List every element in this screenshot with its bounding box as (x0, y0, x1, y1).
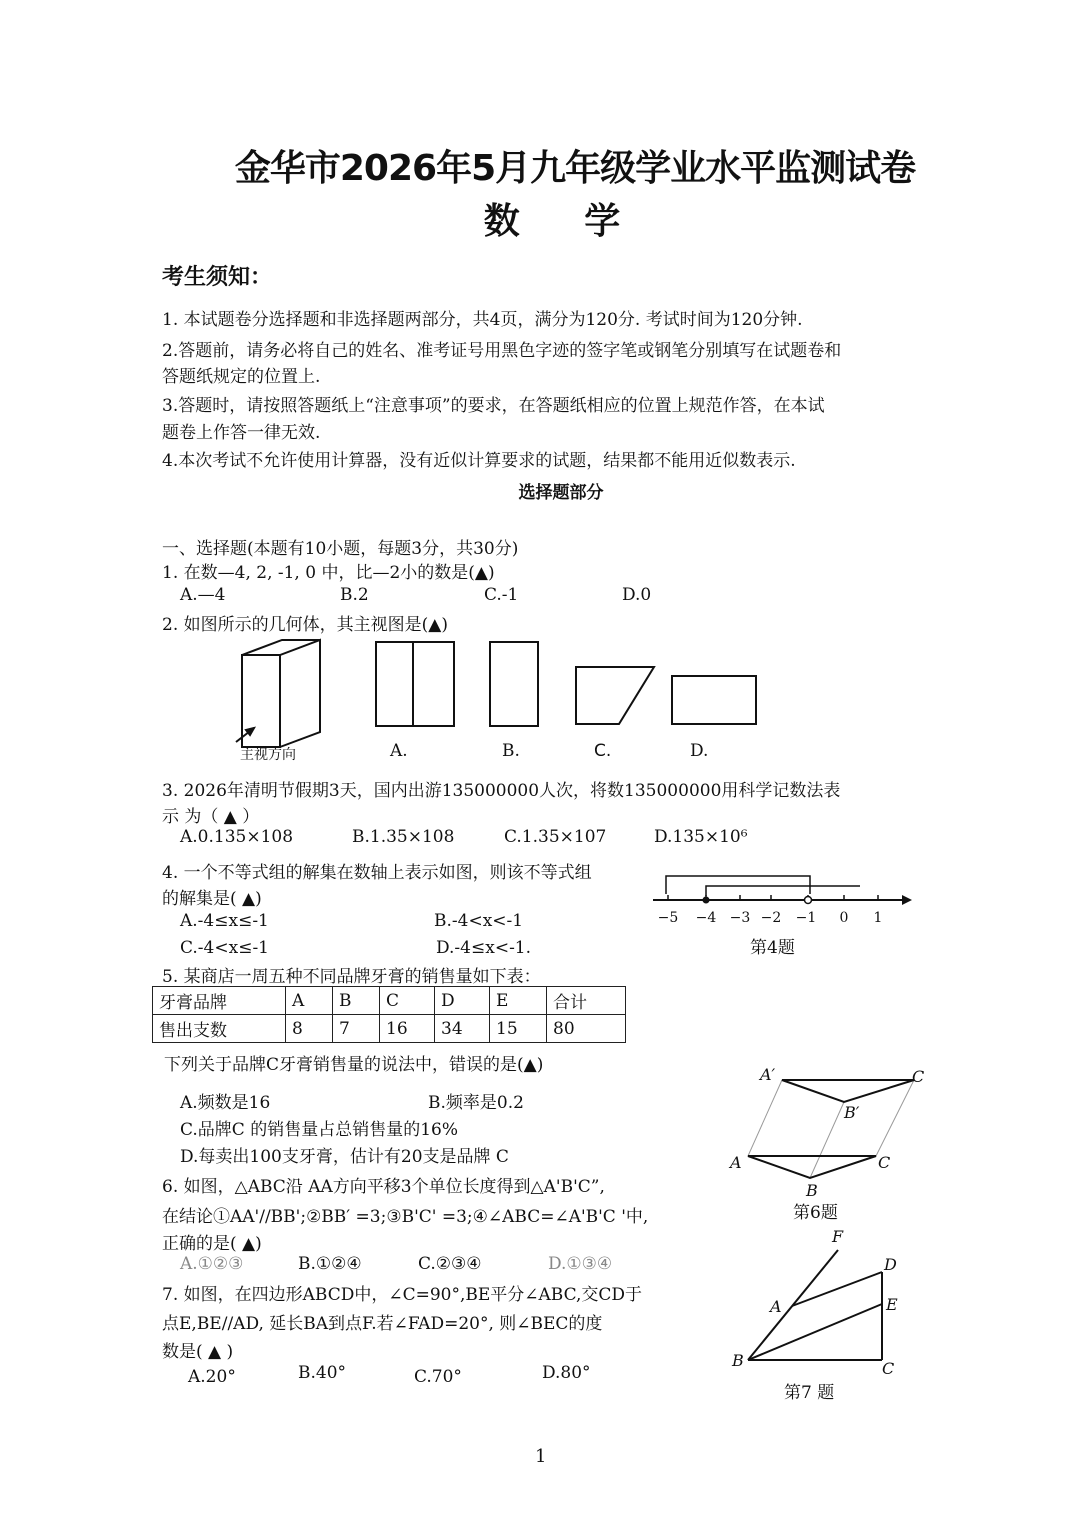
q6-label: B′ (844, 1103, 860, 1122)
page-number: 1 (535, 1446, 547, 1467)
q5-question: 下列关于品牌C牙膏销售量的说法中，错误的是(▲) (164, 1055, 544, 1075)
table-cell: B (333, 987, 380, 1015)
q6-label: B (806, 1181, 818, 1200)
q7-option-c: C.70° (414, 1367, 462, 1387)
notice-line-3a: 3.答题时，请按照答题纸上“注意事项”的要求，在答题纸相应的位置上规范作答，在本试 (162, 396, 825, 416)
q4-caption: 第4题 (750, 938, 795, 958)
q7-line-be (748, 1304, 882, 1360)
q4-tick-label: −1 (795, 910, 817, 926)
q7-stem-a: 7. 如图，在四边形ABCD中，∠C=90°,BE平分∠ABC,交CD于 (162, 1285, 643, 1305)
q6-stem-c: 正确的是( ▲) (162, 1234, 262, 1254)
q4-solid-point (703, 897, 710, 904)
q5-option-a: A.频数是16 (180, 1093, 271, 1113)
q5-option-c: C.品牌C 的销售量占总销售量的16% (180, 1120, 459, 1140)
q7-stem-c: 数是( ▲ ) (162, 1342, 234, 1362)
q2-solid (242, 640, 320, 747)
q7-stem-b: 点E,BE//AD, 延长BA到点F.若∠FAD=20°, 则∠BEC的度 (162, 1314, 603, 1334)
table-cell: 售出支数 (153, 1015, 286, 1043)
q1-option-d: D.0 (622, 585, 652, 605)
notice-line-2b: 答题纸规定的位置上. (162, 367, 321, 387)
notice-heading: 考生须知： (162, 265, 273, 290)
q6-option-a: A.①②③ (180, 1254, 244, 1274)
q5-table (152, 986, 626, 1043)
table-cell: 7 (333, 1015, 380, 1043)
notice-line-3b: 题卷上作答一律无效. (162, 423, 321, 443)
q2-figure (226, 636, 766, 766)
q4-tick-label: −4 (695, 910, 717, 926)
q7-option-a: A.20° (188, 1367, 236, 1387)
q4-open-point (805, 897, 812, 904)
table-cell: A (286, 987, 333, 1015)
q6-stem-b: 在结论①AA'//BB';②BB′ =3;③B'C' =3;④∠ABC=∠A'B'C '中, (162, 1207, 649, 1227)
q4-option-c: C.-4<x≤-1 (180, 938, 270, 958)
section-title: 选择题部分 (518, 483, 604, 503)
q6-caption: 第6题 (793, 1203, 838, 1223)
part1-heading: 一、选择题(本题有10小题，每题3分，共30分) (162, 539, 519, 559)
q7-label: D (884, 1255, 897, 1274)
q7-label: F (832, 1227, 844, 1246)
q4-option-d: D.-4≤x<-1. (436, 938, 532, 958)
q1-option-c: C.-1 (484, 585, 519, 605)
q2-option-d-shape (672, 676, 756, 724)
q7-option-b: B.40° (298, 1363, 347, 1383)
table-cell: 16 (380, 1015, 435, 1043)
q3-option-a: A.0.135×108 (180, 827, 294, 847)
q2-label-a: A. (390, 741, 408, 761)
q6-option-b: B.①②④ (298, 1254, 362, 1274)
q4-option-a: A.-4≤x≤-1 (180, 911, 269, 931)
q4-number-line (648, 866, 918, 928)
subject-title: 数 学 (483, 201, 647, 242)
q7-label: C (882, 1359, 895, 1378)
q2-caption: 主视方向 (240, 747, 296, 763)
q2-label-c: C. (594, 741, 612, 761)
table-row (153, 1015, 626, 1043)
q1-stem: 1. 在数—4, 2, -1, 0 中，比—2小的数是(▲) (162, 563, 495, 583)
table-cell: 34 (435, 1015, 490, 1043)
table-cell: 8 (286, 1015, 333, 1043)
q4-tick-label: 1 (873, 910, 883, 926)
q2-view-arrow (236, 728, 254, 742)
q7-label: E (886, 1295, 898, 1314)
q6-label: A′ (760, 1065, 776, 1084)
q2-option-a-shape (376, 642, 454, 726)
q2-stem: 2. 如图所示的几何体，其主视图是(▲) (162, 615, 448, 635)
q3-stem-a: 3. 2026年清明节假期3天，国内出游135000000人次，将数135000000用科学记数法表 (162, 781, 841, 801)
q2-label-b: B. (502, 741, 520, 761)
q4-tick-label: −2 (760, 910, 782, 926)
q7-caption: 第7 题 (784, 1383, 835, 1403)
table-cell: 80 (547, 1015, 626, 1043)
exam-title: 金华市2026年5月九年级学业水平监测试卷 (234, 148, 916, 189)
q7-label: B (732, 1351, 744, 1370)
q6-label: C (878, 1153, 891, 1172)
table-cell: 合计 (547, 987, 626, 1015)
q6-figure (726, 1060, 936, 1200)
table-cell: 15 (490, 1015, 547, 1043)
q4-option-b: B.-4<x<-1 (434, 911, 524, 931)
table-cell: D (435, 987, 490, 1015)
table-cell: C (380, 987, 435, 1015)
q3-stem-b: 示 为（ ▲ ） (162, 807, 260, 827)
q2-option-c-shape (576, 667, 654, 724)
q7-figure (726, 1222, 916, 1382)
table-cell: E (490, 987, 547, 1015)
q4-stem-b: 的解集是( ▲) (162, 889, 262, 909)
q5-option-d: D.每卖出100支牙膏，估计有20支是品牌 C (180, 1147, 509, 1167)
q1-option-b: B.2 (340, 585, 369, 605)
q4-bracket-upper (666, 876, 810, 894)
q7-option-d: D.80° (542, 1363, 591, 1383)
q4-tick-label: −3 (729, 910, 751, 926)
q1-option-a: A.—4 (180, 585, 226, 605)
q3-option-b: B.1.35×108 (352, 827, 455, 847)
notice-line-4: 4.本次考试不允许使用计算器，没有近似计算要求的试题，结果都不能用近似数表示. (162, 451, 796, 471)
q4-bracket-lower (706, 886, 860, 896)
q6-label: C (912, 1067, 925, 1086)
table-cell: 牙膏品牌 (153, 987, 286, 1015)
q6-option-d: D.①③④ (548, 1254, 613, 1274)
q4-axis-arrow (902, 895, 912, 905)
notice-line-2a: 2.答题前，请务必将自己的姓名、准考证号用黑色字迹的签字笔或钢笔分别填写在试题卷和 (162, 341, 842, 361)
q6-label: A (730, 1153, 742, 1172)
q6-option-c: C.②③④ (418, 1254, 482, 1274)
q5-stem: 5. 某商店一周五种不同品牌牙膏的销售量如下表： (162, 967, 541, 987)
q6-stem-a: 6. 如图，△ABC沿 AA方向平移3个单位长度得到△A'B'C”, (162, 1177, 605, 1197)
q4-stem-a: 4. 一个不等式组的解集在数轴上表示如图，则该不等式组 (162, 863, 592, 883)
q4-tick-label: −5 (657, 910, 679, 926)
q2-option-b-shape (490, 642, 538, 726)
q5-option-b: B.频率是0.2 (428, 1093, 524, 1113)
q3-option-d: D.135×10⁶ (654, 827, 748, 847)
q2-label-d: D. (690, 741, 709, 761)
q4-tick-label: 0 (839, 910, 849, 926)
notice-line-1: 1. 本试题卷分选择题和非选择题两部分，共4页，满分为120分. 考试时间为120分钟. (162, 310, 803, 330)
q6-triangle-image (782, 1080, 914, 1102)
q3-option-c: C.1.35×107 (504, 827, 607, 847)
table-row (153, 987, 626, 1015)
q7-label: A (770, 1297, 782, 1316)
